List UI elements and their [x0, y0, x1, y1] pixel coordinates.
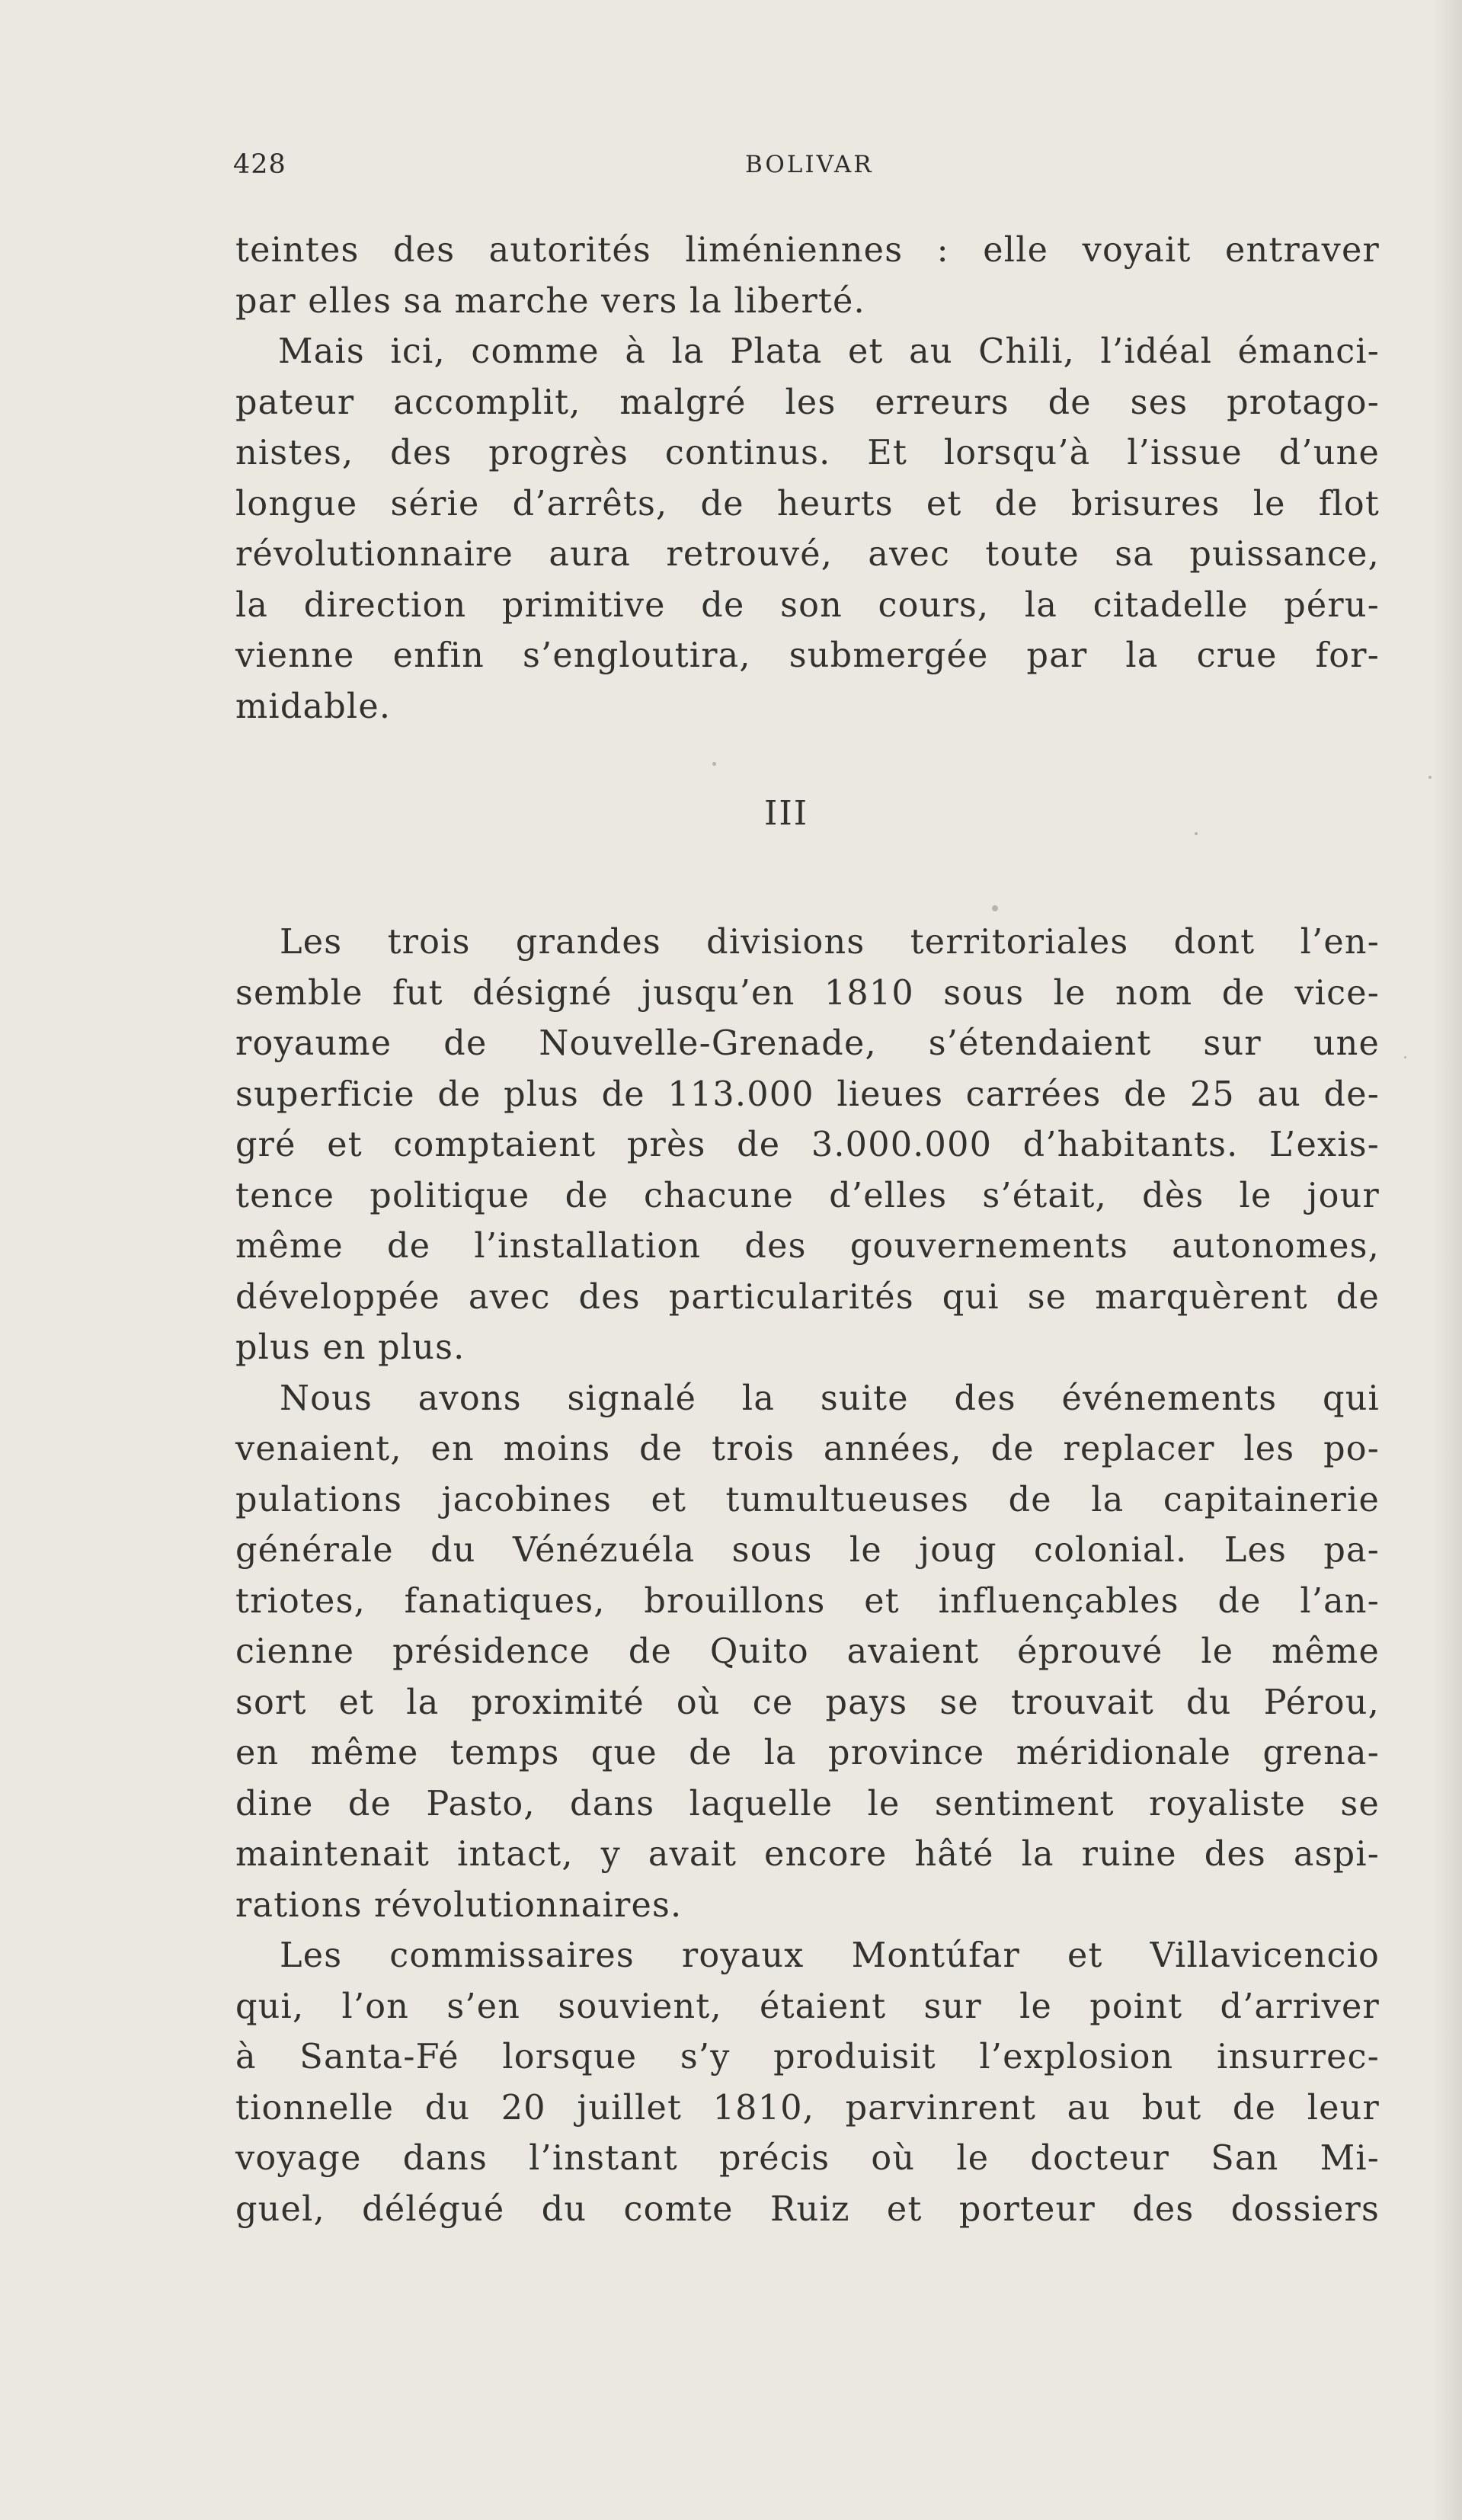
text-line: maintenait intact, y avait encore hâté la ruine des aspi-	[235, 1835, 1380, 1874]
text-line: semble fut désigné jusqu’en 1810 sous le nom de vice-	[235, 973, 1380, 1013]
page-header	[233, 149, 1224, 195]
text-line: Les trois grandes divisions territoriales dont l’en-	[280, 923, 1380, 962]
text-line: tionnelle du 20 juillet 1810, parvinrent au but de leur	[235, 2088, 1380, 2128]
text-line: cienne présidence de Quito avaient éprouvé le même	[235, 1632, 1380, 1671]
paper-speck	[1428, 776, 1432, 779]
text-line: en même temps que de la province méridionale grena-	[235, 1734, 1380, 1772]
text-line: développée avec des particularités qui se marquèrent de	[235, 1277, 1380, 1317]
paper-speck	[1195, 832, 1198, 835]
text-block-before-section	[235, 226, 1380, 732]
text-line: Mais ici, comme à la Plata et au Chili, l’idéal émanci-	[278, 332, 1380, 371]
text-line: sort et la proximité où ce pays se trouvait du Pérou,	[235, 1683, 1380, 1722]
text-line: Les commissaires royaux Montúfar et Villavicencio	[280, 1936, 1380, 1975]
text-line: générale du Vénézuéla sous le joug colonial. Les pa-	[235, 1531, 1380, 1570]
text-line: par elles sa marche vers la liberté.	[235, 281, 865, 321]
paper-speck	[992, 905, 998, 911]
text-line: guel, délégué du comte Ruiz et porteur des dossiers	[235, 2189, 1380, 2229]
text-line: dine de Pasto, dans laquelle le sentiment royaliste se	[235, 1784, 1380, 1824]
running-title: BOLIVAR	[745, 151, 874, 178]
text-line: plus en plus.	[235, 1328, 465, 1367]
page-number: 428	[233, 149, 286, 180]
page-edge-shadow	[1432, 0, 1462, 2520]
text-line: teintes des autorités liméniennes : elle voyait entraver	[235, 231, 1380, 270]
section-number: III	[764, 794, 809, 833]
text-line: superficie de plus de 113.000 lieues carrées de 25 au de-	[235, 1074, 1380, 1114]
text-line: même de l’installation des gouvernements autonomes,	[235, 1227, 1380, 1266]
text-line: pateur accomplit, malgré les erreurs de ses protago-	[235, 383, 1380, 422]
text-line: midable.	[235, 687, 392, 726]
text-line: qui, l’on s’en souvient, étaient sur le point d’arriver	[235, 1987, 1380, 2026]
paper-speck	[1404, 1056, 1406, 1058]
text-line: nistes, des progrès continus. Et lorsqu’à l’issue d’une	[235, 434, 1380, 472]
text-line: révolutionnaire aura retrouvé, avec toute sa puissance,	[235, 535, 1380, 574]
text-block-after-section	[235, 917, 1380, 2235]
text-line: à Santa-Fé lorsque s’y produisit l’explosion insurrec-	[235, 2038, 1380, 2077]
text-line: Nous avons signalé la suite des événements qui	[280, 1378, 1380, 1418]
text-line: gré et comptaient près de 3.000.000 d’habitants. L’exis-	[235, 1126, 1380, 1164]
text-line: rations révolutionnaires.	[235, 1885, 683, 1925]
text-line: pulations jacobines et tumultueuses de la capitainerie	[235, 1480, 1380, 1519]
text-line: venaient, en moins de trois années, de replacer les po-	[235, 1430, 1380, 1468]
text-line: tence politique de chacune d’elles s’était, dès le jour	[235, 1176, 1380, 1215]
text-line: la direction primitive de son cours, la citadelle péru-	[235, 585, 1380, 625]
text-line: vienne enfin s’engloutira, submergée par la crue for-	[235, 636, 1380, 675]
text-line: longue série d’arrêts, de heurts et de brisures le flot	[235, 484, 1380, 524]
text-line: voyage dans l’instant précis où le docteur San Mi-	[235, 2139, 1380, 2178]
paper-speck	[712, 762, 716, 766]
text-line: royaume de Nouvelle-Grenade, s’étendaient sur une	[235, 1024, 1380, 1063]
text-line: triotes, fanatiques, brouillons et influençables de l’an-	[235, 1581, 1380, 1621]
